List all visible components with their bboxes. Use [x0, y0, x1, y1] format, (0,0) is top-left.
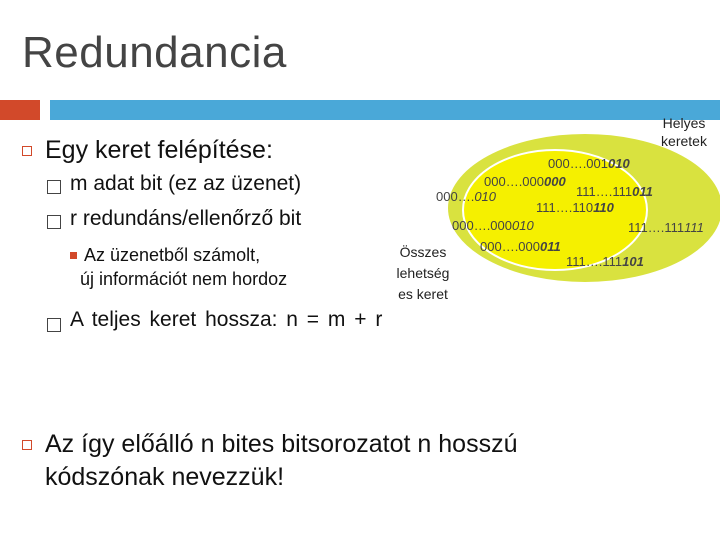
- code-label: 000….000000: [484, 174, 566, 189]
- code-label: 000….010: [436, 189, 497, 204]
- code-label: 000….001010: [548, 156, 630, 171]
- all-frames-label: Összes: [399, 244, 447, 260]
- slide-title: Redundancia: [22, 28, 287, 77]
- all-frames-label: es keret: [398, 286, 448, 302]
- bullet-egy-keret: Egy keret felépítése:: [45, 136, 273, 164]
- sub-item-r-text: redundáns/ellenőrző bit: [82, 207, 302, 230]
- sub-item-r-marker: r: [70, 207, 77, 230]
- bullet-kodszo-line-2: kódszónak nevezzük!: [45, 463, 285, 491]
- subsub-line-2: új információt nem hordoz: [80, 269, 288, 289]
- valid-frames-label: Helyes: [662, 115, 706, 131]
- sub-item-m-marker: m: [70, 172, 88, 195]
- sub-item-a-text: teljes keret hossza: n = m + r: [91, 308, 383, 331]
- bullet-kodszo-line-1: Az így előálló n bites bitsorozatot n hosszú: [45, 430, 518, 458]
- code-label: 000….000010: [452, 218, 534, 233]
- code-label: 111….111011: [576, 184, 653, 199]
- valid-frames-label: keretek: [661, 133, 707, 149]
- code-label: 111….111111: [628, 220, 704, 235]
- code-label: 000….000011: [480, 239, 561, 254]
- all-frames-label: lehetség: [396, 265, 450, 281]
- sub-item-m-text: adat bit (ez az üzenet): [93, 172, 302, 195]
- code-label: 111….110110: [536, 200, 614, 215]
- code-label: 111….111101: [566, 254, 644, 269]
- subsub-line-1: Az üzenetből számolt,: [84, 245, 261, 265]
- sub-item-a-marker: A: [70, 308, 83, 331]
